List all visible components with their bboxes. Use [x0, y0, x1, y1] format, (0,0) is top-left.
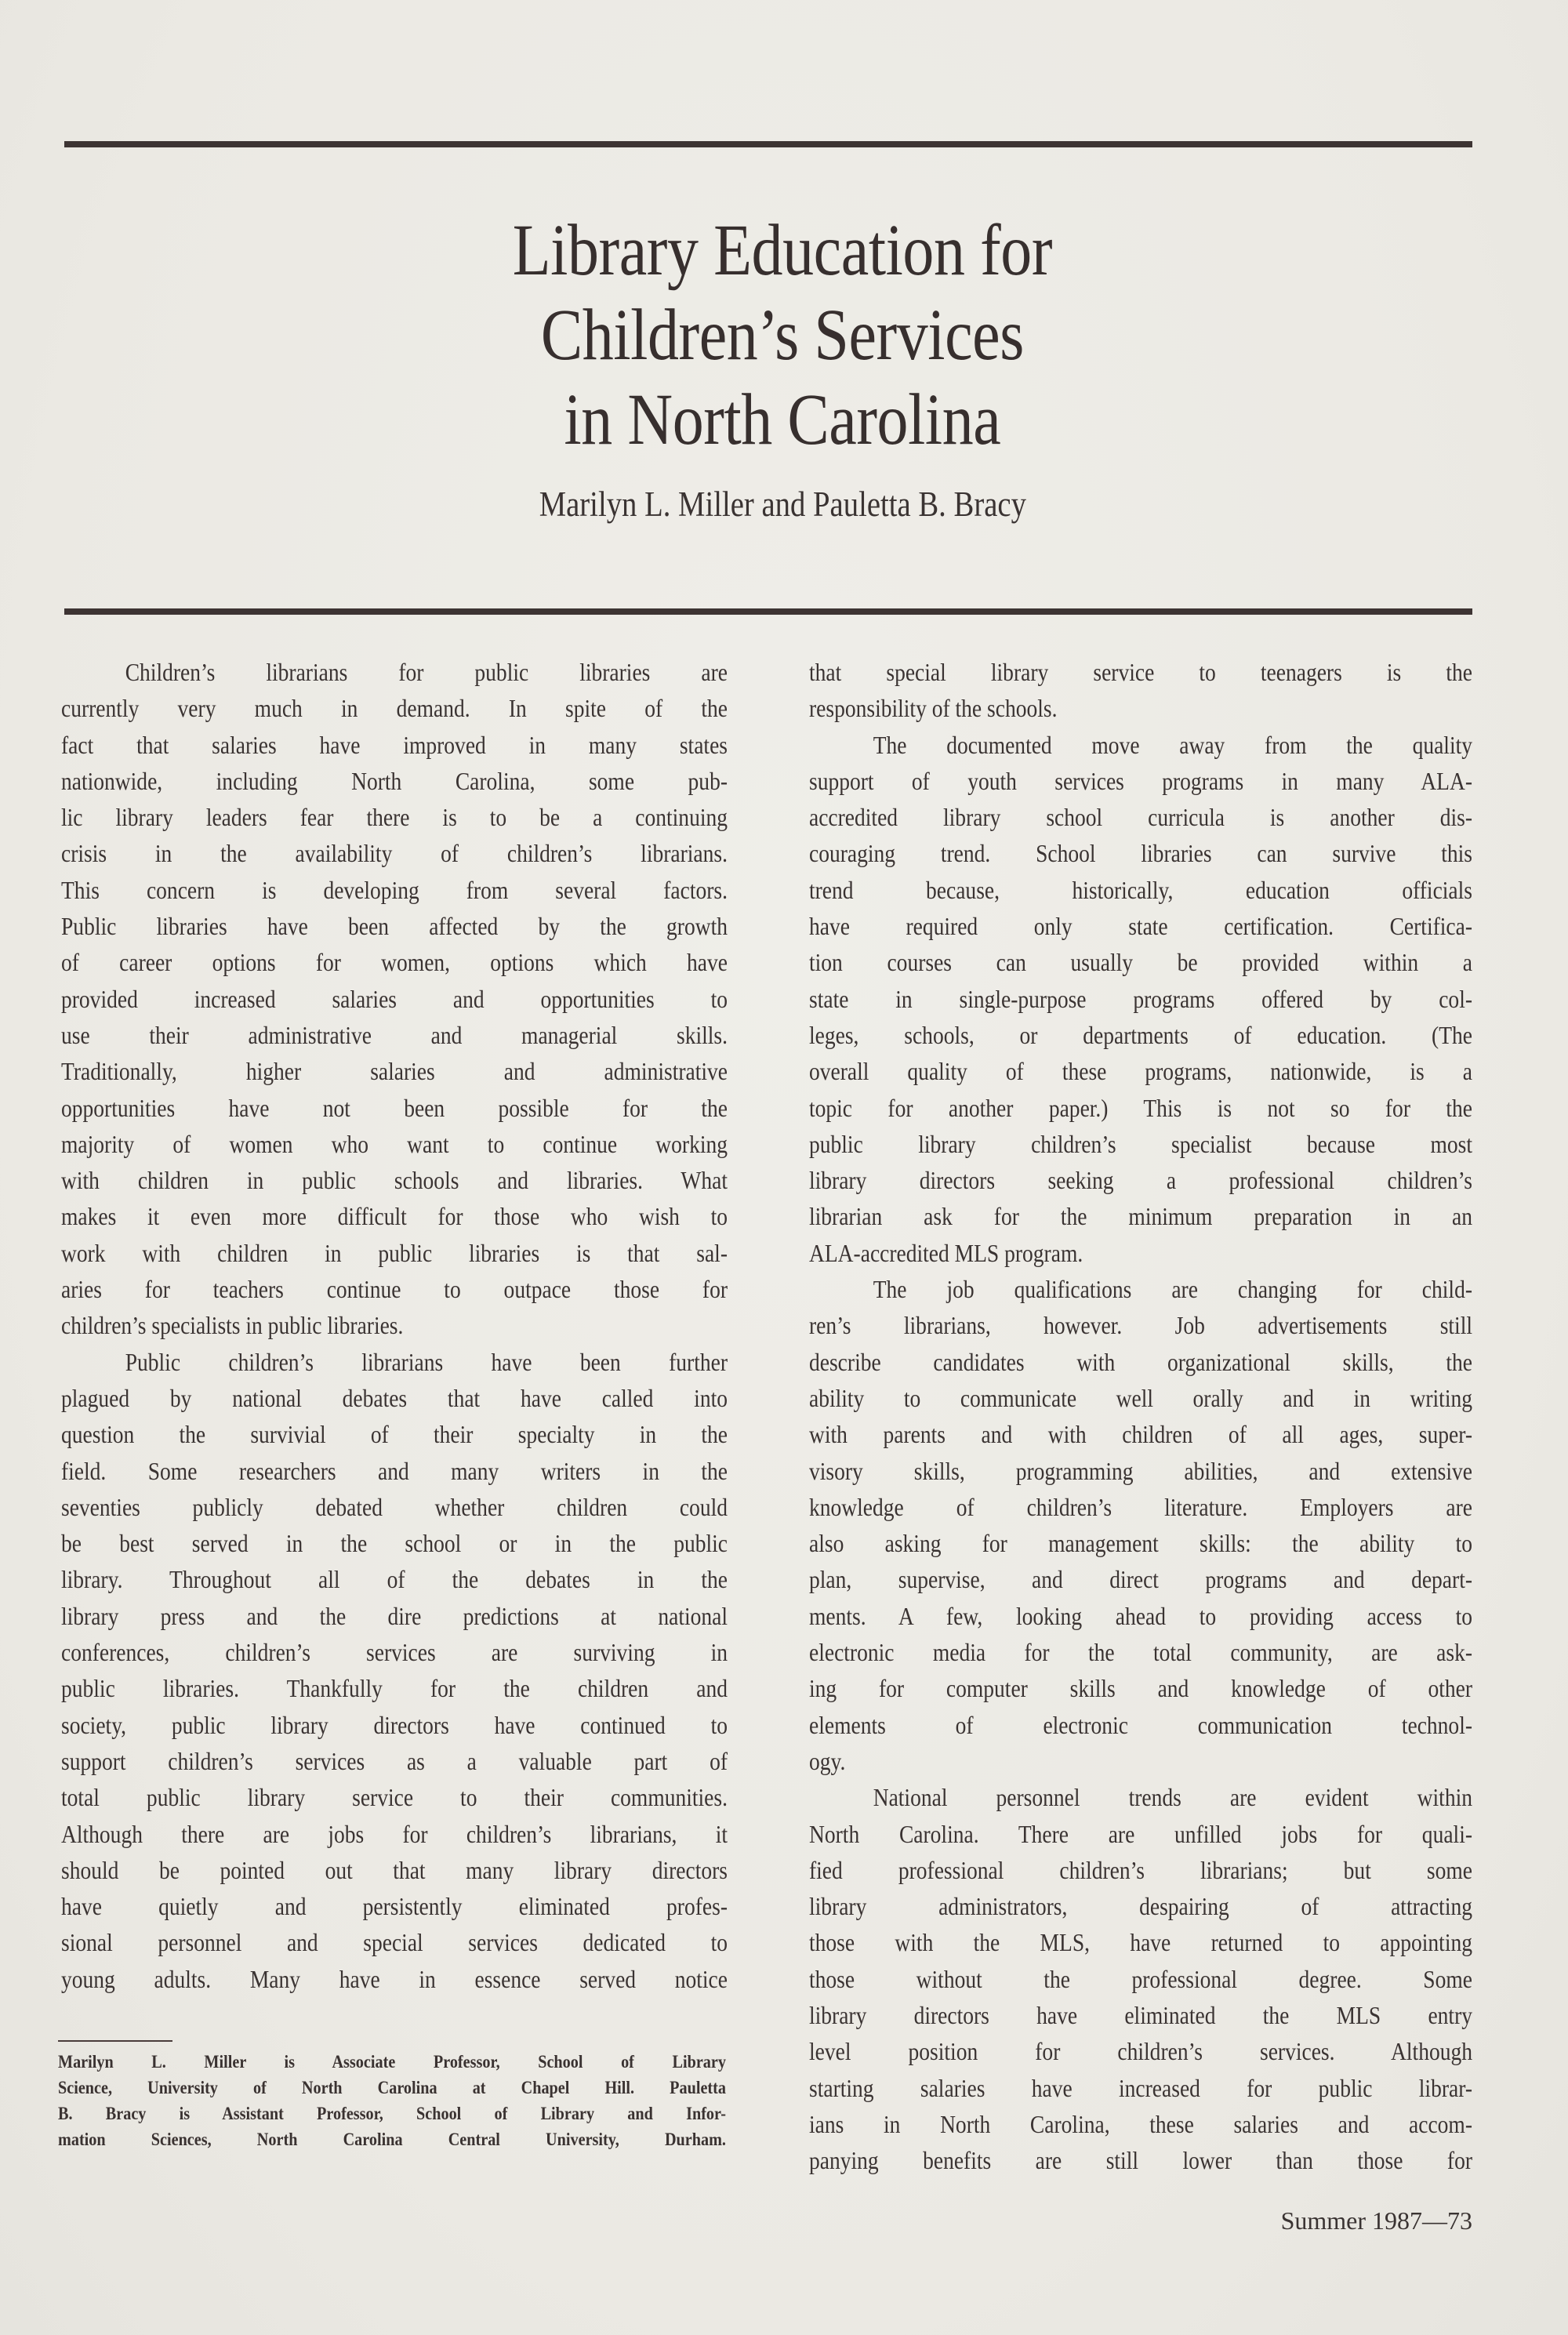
text-line-content: support children’s services as a valuable part of [61, 1746, 728, 1775]
text-line-content: have quietly and persistently eliminated profes- [61, 1892, 728, 1921]
text-line [61, 1743, 728, 1779]
text-line-content: crisis in the availability of children’s librarians. [61, 839, 728, 868]
text-line-content: have required only state certification. Certifica- [809, 912, 1472, 941]
text-line [809, 763, 1472, 799]
text-line-content: ians in North Carolina, these salaries and accom- [809, 2109, 1472, 2138]
text-line-content: level position for children’s services. Although [809, 2037, 1472, 2066]
title-line: Library Education for [512, 210, 1053, 291]
text-line [61, 1235, 728, 1271]
text-line [809, 727, 1472, 763]
text-line [809, 1707, 1472, 1743]
text-line [809, 2033, 1472, 2069]
text-line [61, 1561, 728, 1597]
text-line-content: provided increased salaries and opportunities to [61, 984, 728, 1013]
text-line-content: Although there are jobs for children’s librarians, it [61, 1819, 728, 1848]
text-line [61, 908, 728, 944]
text-line-content: field. Some researchers and many writers in the [61, 1456, 728, 1485]
text-line-content: seventies publicly debated whether children could [61, 1492, 728, 1521]
text-line-content: Traditionally, higher salaries and administrative [61, 1057, 728, 1086]
text-line [809, 1997, 1472, 2033]
text-line-content: with children in public schools and libraries. What [61, 1166, 728, 1195]
footnote-rule [58, 2040, 172, 2042]
text-line [61, 1453, 728, 1489]
text-line-content: plagued by national debates that have called into [61, 1383, 728, 1412]
text-line [809, 2070, 1472, 2106]
text-line-content: fact that salaries have improved in many states [61, 730, 728, 759]
text-line [61, 1924, 728, 1960]
title-line: Children’s Services [540, 295, 1024, 376]
text-line [809, 1344, 1472, 1380]
text-line [61, 1017, 728, 1053]
text-line [61, 1489, 728, 1525]
text-line-content: of career options for women, options which have [61, 948, 728, 977]
text-line-content: majority of women who want to continue working [61, 1129, 728, 1158]
text-line [61, 1852, 728, 1888]
text-line [809, 1453, 1472, 1489]
text-line [809, 1235, 1472, 1271]
text-line-content: ren’s librarians, however. Job advertisements still [809, 1311, 1472, 1340]
text-line-content: those with the MLS, have returned to appointing [809, 1928, 1472, 1957]
text-line [809, 1816, 1472, 1852]
text-line [809, 872, 1472, 908]
text-line-content: work with children in public libraries is that sal- [61, 1238, 728, 1267]
text-line [61, 1053, 728, 1089]
text-line-content: use their administrative and managerial skills. [61, 1020, 728, 1049]
text-line [809, 1598, 1472, 1634]
text-line [61, 1198, 728, 1234]
text-line [61, 1779, 728, 1815]
article-title [108, 209, 1457, 463]
text-line-content: tion courses can usually be provided within a [809, 948, 1472, 977]
text-line-content: panying benefits are still lower than those for [809, 2146, 1472, 2175]
text-line [809, 1271, 1472, 1307]
text-line [809, 1090, 1472, 1126]
footnote-line-content: mation Sciences, North Carolina Central University, Durham. [58, 2130, 726, 2150]
text-line [61, 872, 728, 908]
text-line [61, 1090, 728, 1126]
text-line [809, 1053, 1472, 1089]
text-line [61, 1525, 728, 1561]
text-line [809, 1888, 1472, 1924]
author-footnote [58, 2050, 726, 2153]
text-line-content: electronic media for the total community, are ask- [809, 1638, 1472, 1667]
text-line [809, 1525, 1472, 1561]
text-line-content: total public library service to their communities. [61, 1783, 728, 1812]
text-line [809, 1198, 1472, 1234]
footnote-line [58, 2127, 726, 2153]
text-line [61, 799, 728, 835]
text-line-content: with parents and with children of all ages, super- [809, 1420, 1472, 1449]
text-line-content: North Carolina. There are unfilled jobs for quali- [809, 1819, 1472, 1848]
text-line [809, 2106, 1472, 2142]
footnote-line [58, 2075, 726, 2101]
text-line-content: couraging trend. School libraries can survive this [809, 839, 1472, 868]
left-text-column [61, 654, 728, 1997]
text-line [809, 1634, 1472, 1670]
text-line [61, 1126, 728, 1162]
text-line-content: The job qualifications are changing for child- [873, 1275, 1472, 1304]
text-line-content: young adults. Many have in essence served notice [61, 1964, 728, 1993]
title-line: in North Carolina [564, 379, 1001, 460]
text-line-content: visory skills, programming abilities, and extensive [809, 1456, 1472, 1485]
text-line [809, 1852, 1472, 1888]
title-bottom-rule [64, 608, 1472, 615]
text-line [809, 1961, 1472, 1997]
text-line-content: starting salaries have increased for public librar- [809, 2073, 1472, 2102]
text-line [809, 1489, 1472, 1525]
text-line [61, 1344, 728, 1380]
text-line [61, 1271, 728, 1307]
text-line-content: library administrators, despairing of attracting [809, 1892, 1472, 1921]
text-line-content: knowledge of children’s literature. Employers are [809, 1492, 1472, 1521]
text-line [61, 1307, 728, 1343]
text-line-content: conferences, children’s services are surviving in [61, 1638, 728, 1667]
text-line [61, 981, 728, 1017]
text-line [809, 908, 1472, 944]
text-line-content: ability to communicate well orally and in writing [809, 1383, 1472, 1412]
text-line [809, 1924, 1472, 1960]
text-line [61, 1416, 728, 1452]
text-line [61, 1598, 728, 1634]
text-line [809, 2142, 1472, 2178]
text-line-content: trend because, historically, education officials [809, 875, 1472, 904]
text-line-content: librarian ask for the minimum preparation in an [809, 1202, 1472, 1231]
text-line-content: aries for teachers continue to outpace those for [61, 1275, 728, 1304]
text-line [809, 654, 1472, 690]
text-line-content: ALA-accredited MLS program. [809, 1238, 1083, 1267]
text-line [61, 1888, 728, 1924]
text-line-content: be best served in the school or in the public [61, 1529, 728, 1558]
text-line [61, 1162, 728, 1198]
text-line-content: fied professional children’s librarians; but some [809, 1855, 1472, 1884]
text-line-content: currently very much in demand. In spite of the [61, 694, 728, 723]
right-text-column [809, 654, 1472, 2178]
footnote-line-content: Marilyn L. Miller is Associate Professor, School of Library [58, 2052, 726, 2072]
text-line [809, 1743, 1472, 1779]
text-line [61, 763, 728, 799]
text-line [61, 1816, 728, 1852]
text-line [809, 799, 1472, 835]
author-byline: Marilyn L. Miller and Pauletta B. Bracy [539, 485, 1026, 524]
footnote-line-content: Science, University of North Carolina at Chapel Hill. Pauletta [58, 2078, 726, 2098]
text-line [61, 1634, 728, 1670]
footnote-line [58, 2050, 726, 2075]
text-line [61, 654, 728, 690]
text-line-content: library. Throughout all of the debates in the [61, 1565, 728, 1594]
text-line-content: should be pointed out that many library directors [61, 1855, 728, 1884]
text-line [61, 727, 728, 763]
text-line-content: sional personnel and special services dedicated to [61, 1928, 728, 1957]
page-folio: Summer 1987—73 [1280, 2206, 1472, 2235]
text-line-content: elements of electronic communication technol- [809, 1710, 1472, 1739]
text-line-content: children’s specialists in public libraries. [61, 1311, 404, 1340]
text-line [809, 690, 1472, 726]
text-line-content: question the survivial of their specialty in the [61, 1420, 728, 1449]
text-line-content: This concern is developing from several factors. [61, 875, 728, 904]
text-line-content: state in single-purpose programs offered by col- [809, 984, 1472, 1013]
text-line-content: lic library leaders fear there is to be a continuing [61, 803, 728, 832]
text-line-content: describe candidates with organizational skills, the [809, 1347, 1472, 1376]
text-line [809, 1561, 1472, 1597]
text-line-content: Public children’s librarians have been further [125, 1347, 728, 1376]
text-line [809, 1017, 1472, 1053]
text-line [809, 1416, 1472, 1452]
text-line-content: support of youth services programs in many ALA- [809, 766, 1472, 795]
text-line [809, 835, 1472, 871]
text-line-content: public libraries. Thankfully for the children and [61, 1674, 728, 1703]
text-line [61, 1707, 728, 1743]
text-line [809, 1380, 1472, 1416]
text-line-content: library directors have eliminated the MLS entry [809, 2000, 1472, 2029]
text-line [809, 1779, 1472, 1815]
text-line-content: library press and the dire predictions at national [61, 1601, 728, 1630]
text-line [809, 1162, 1472, 1198]
text-line-content: accredited library school curricula is another dis- [809, 803, 1472, 832]
text-line [809, 944, 1472, 980]
text-line [61, 835, 728, 871]
footnote-line-content: B. Bracy is Assistant Professor, School of Library and Infor- [58, 2104, 726, 2124]
text-line-content: opportunities have not been possible for the [61, 1093, 728, 1122]
text-line-content: ments. A few, looking ahead to providing access to [809, 1601, 1472, 1630]
text-line-content: also asking for management skills: the ability to [809, 1529, 1472, 1558]
text-line-content: plan, supervise, and direct programs and depart- [809, 1565, 1472, 1594]
text-line-content: library directors seeking a professional children’s [809, 1166, 1472, 1195]
text-line-content: National personnel trends are evident within [873, 1783, 1472, 1812]
text-line-content: ing for computer skills and knowledge of other [809, 1674, 1472, 1703]
text-line-content: leges, schools, or departments of education. (The [809, 1020, 1472, 1049]
text-line-content: Public libraries have been affected by the growth [61, 912, 728, 941]
text-line-content: Children’s librarians for public libraries are [125, 658, 728, 686]
text-line [809, 1670, 1472, 1706]
text-line [61, 1380, 728, 1416]
text-line [61, 1961, 728, 1997]
text-line [61, 690, 728, 726]
text-line [809, 1307, 1472, 1343]
text-line-content: that special library service to teenagers is the [809, 658, 1472, 686]
text-line-content: The documented move away from the quality [873, 730, 1472, 759]
text-line [61, 944, 728, 980]
text-line-content: public library children’s specialist because most [809, 1129, 1472, 1158]
text-line-content: ogy. [809, 1746, 846, 1775]
text-line [809, 1126, 1472, 1162]
title-top-rule [64, 141, 1472, 147]
text-line [61, 1670, 728, 1706]
text-line-content: society, public library directors have continued to [61, 1710, 728, 1739]
footnote-line [58, 2101, 726, 2127]
text-line-content: topic for another paper.) This is not so for the [809, 1093, 1472, 1122]
text-line-content: those without the professional degree. Some [809, 1964, 1472, 1993]
text-line-content: makes it even more difficult for those who wish to [61, 1202, 728, 1231]
text-line [809, 981, 1472, 1017]
text-line-content: responsibility of the schools. [809, 694, 1058, 723]
text-line-content: nationwide, including North Carolina, some pub- [61, 766, 728, 795]
text-line-content: overall quality of these programs, nationwide, is a [809, 1057, 1472, 1086]
